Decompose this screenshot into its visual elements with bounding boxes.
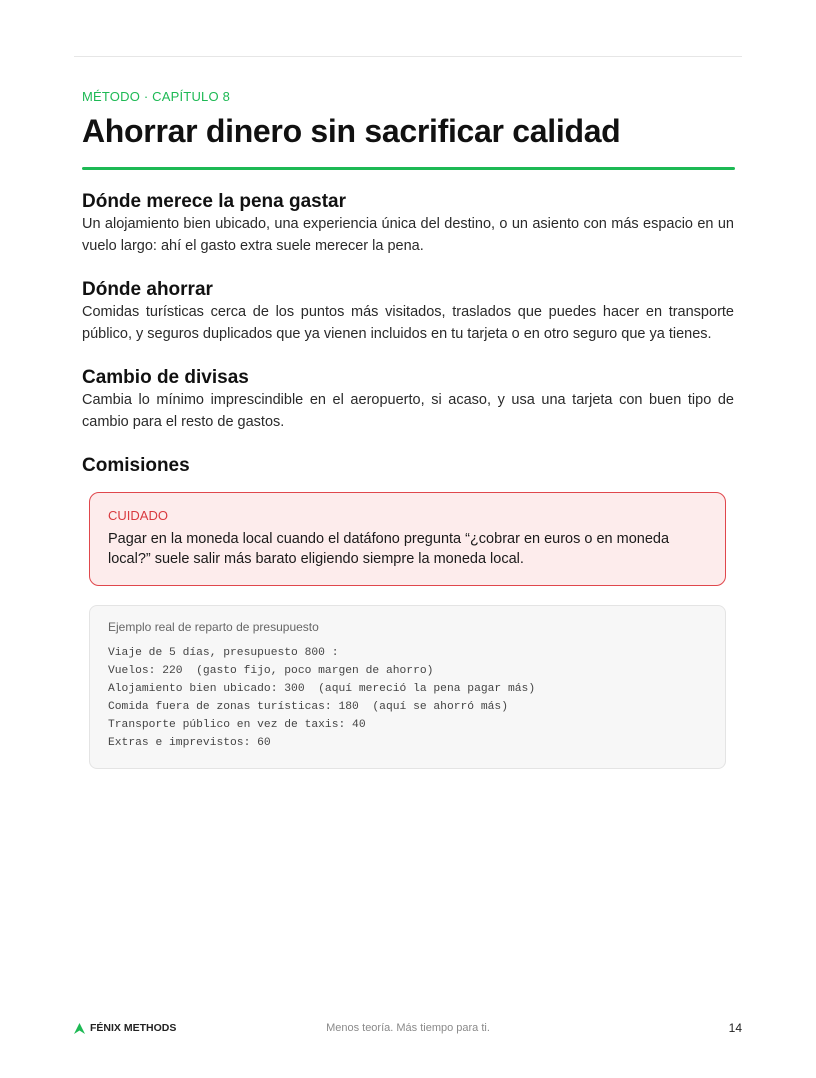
title-underline — [82, 167, 735, 170]
warning-callout — [89, 492, 726, 586]
section-body-spend: Un alojamiento bien ubicado, una experiencia única del destino, o un asiento con más espacio en un vuelo largo: ahí el gasto extra suele merecer la pena. — [82, 216, 734, 254]
section-heading-currency: Cambio de divisas — [82, 367, 249, 388]
example-title: Ejemplo real de reparto de presupuesto — [108, 620, 319, 634]
example-line: Comida fuera de zonas turísticas: 180 (aquí se ahorró más) — [108, 701, 508, 713]
page-footer — [74, 1020, 742, 1040]
example-line: Vuelos: 220 (gasto fijo, poco margen de ahorro) — [108, 665, 434, 677]
warning-label: CUIDADO — [108, 508, 168, 523]
footer-tagline: Menos teoría. Más tiempo para ti. — [326, 1022, 490, 1034]
example-line: Alojamiento bien ubicado: 300 (aquí mereció la pena pagar más) — [108, 683, 536, 695]
section-heading-save: Dónde ahorrar — [82, 279, 213, 300]
section-heading-fees: Comisiones — [82, 455, 190, 476]
page-number: 14 — [728, 1021, 742, 1035]
top-divider — [74, 56, 742, 57]
example-line: Transporte público en vez de taxis: 40 — [108, 719, 366, 731]
page-content — [82, 88, 734, 769]
footer-brand-name: FÉNIX METHODS — [90, 1022, 177, 1034]
example-line: Viaje de 5 días, presupuesto 800 : — [108, 647, 339, 659]
budget-example-box — [89, 605, 726, 769]
example-lines — [108, 644, 707, 752]
section-heading-spend: Dónde merece la pena gastar — [82, 191, 346, 212]
chapter-kicker: MÉTODO · CAPÍTULO 8 — [82, 89, 231, 104]
section-body-currency: Cambia lo mínimo imprescindible en el aeropuerto, si acaso, y usa una tarjeta con buen tipo de cambio para el resto de gastos. — [82, 392, 734, 430]
page-title: Ahorrar dinero sin sacrificar calidad — [82, 113, 621, 149]
warning-text: Pagar en la moneda local cuando el datáfono pregunta “¿cobrar en euros o en moneda local?” suele salir más barato eligiendo siempre la moneda local. — [108, 531, 670, 567]
section-body-save: Comidas turísticas cerca de los puntos más visitados, traslados que puedes hacer en transporte público, y seguros duplicados que ya vienen incluidos en tu tarjeta o en otro seguro que ya tienes. — [82, 304, 734, 342]
example-line: Extras e imprevistos: 60 — [108, 737, 271, 749]
